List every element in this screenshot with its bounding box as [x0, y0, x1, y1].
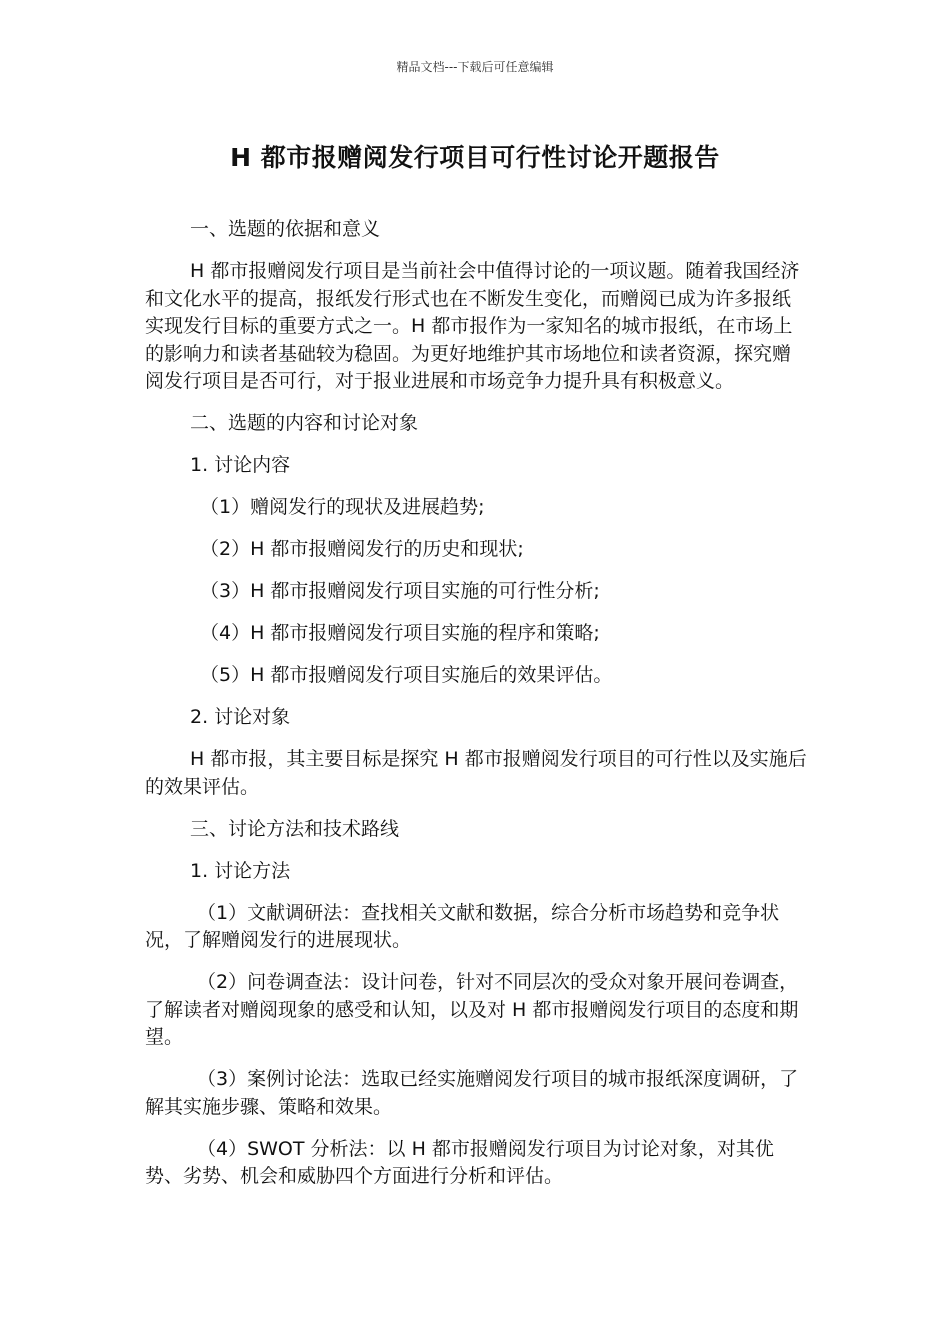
method-literature-review: （1）文献调研法：查找相关文献和数据，综合分析市场趋势和竞争状况，了解赠阅发行的进展现状。: [145, 901, 780, 951]
list-item: （3）H 都市报赠阅发行项目实施的可行性分析;: [200, 580, 600, 602]
paragraph-research-object: H 都市报，其主要目标是探究 H 都市报赠阅发行项目的可行性以及实施后的效果评估。: [145, 748, 807, 798]
list-item: （2）H 都市报赠阅发行的历史和现状;: [200, 538, 524, 560]
document-body: [145, 216, 807, 1205]
section-heading-1: 一、选题的依据和意义: [190, 218, 381, 240]
section-heading-2: 二、选题的内容和讨论对象: [190, 412, 419, 434]
method-case-study: （3）案例讨论法：选取已经实施赠阅发行项目的城市报纸深度调研，了解其实施步骤、策略和效果。: [145, 1068, 799, 1118]
document-title: H 都市报赠阅发行项目可行性讨论开题报告: [230, 143, 720, 172]
subheading-research-method: 1. 讨论方法: [190, 859, 291, 882]
paragraph-significance: H 都市报赠阅发行项目是当前社会中值得讨论的一项议题。随着我国经济和文化水平的提高，报纸发行形式也在不断发生变化，而赠阅已成为许多报纸实现发行目标的重要方式之一。H 都市报作为一家知名的城市报纸，在市场上的影响力和读者基础较为稳固。为更好地维护其市场地位和读者资源，探究赠阅发行项目是否可行，对于报业进展和市场竞争力提升具有积极意义。: [145, 260, 800, 392]
subheading-research-object: 2. 讨论对象: [190, 706, 291, 728]
method-swot: （4）SWOT 分析法：以 H 都市报赠阅发行项目为讨论对象，对其优势、劣势、机会和威胁四个方面进行分析和评估。: [145, 1137, 774, 1187]
method-questionnaire: （2）问卷调查法：设计问卷，针对不同层次的受众对象开展问卷调查，了解读者对赠阅现象的感受和认知，以及对 H 都市报赠阅发行项目的态度和期望。: [145, 971, 799, 1048]
subheading-research-content: 1. 讨论内容: [190, 454, 291, 476]
list-item: （5）H 都市报赠阅发行项目实施后的效果评估。: [200, 664, 613, 686]
header-note: 精品文档---下载后可任意编辑: [396, 60, 554, 74]
list-item: （1）赠阅发行的现状及进展趋势;: [200, 496, 485, 518]
list-item: （4）H 都市报赠阅发行项目实施的程序和策略;: [200, 622, 600, 644]
section-heading-3: 三、讨论方法和技术路线: [190, 817, 400, 840]
